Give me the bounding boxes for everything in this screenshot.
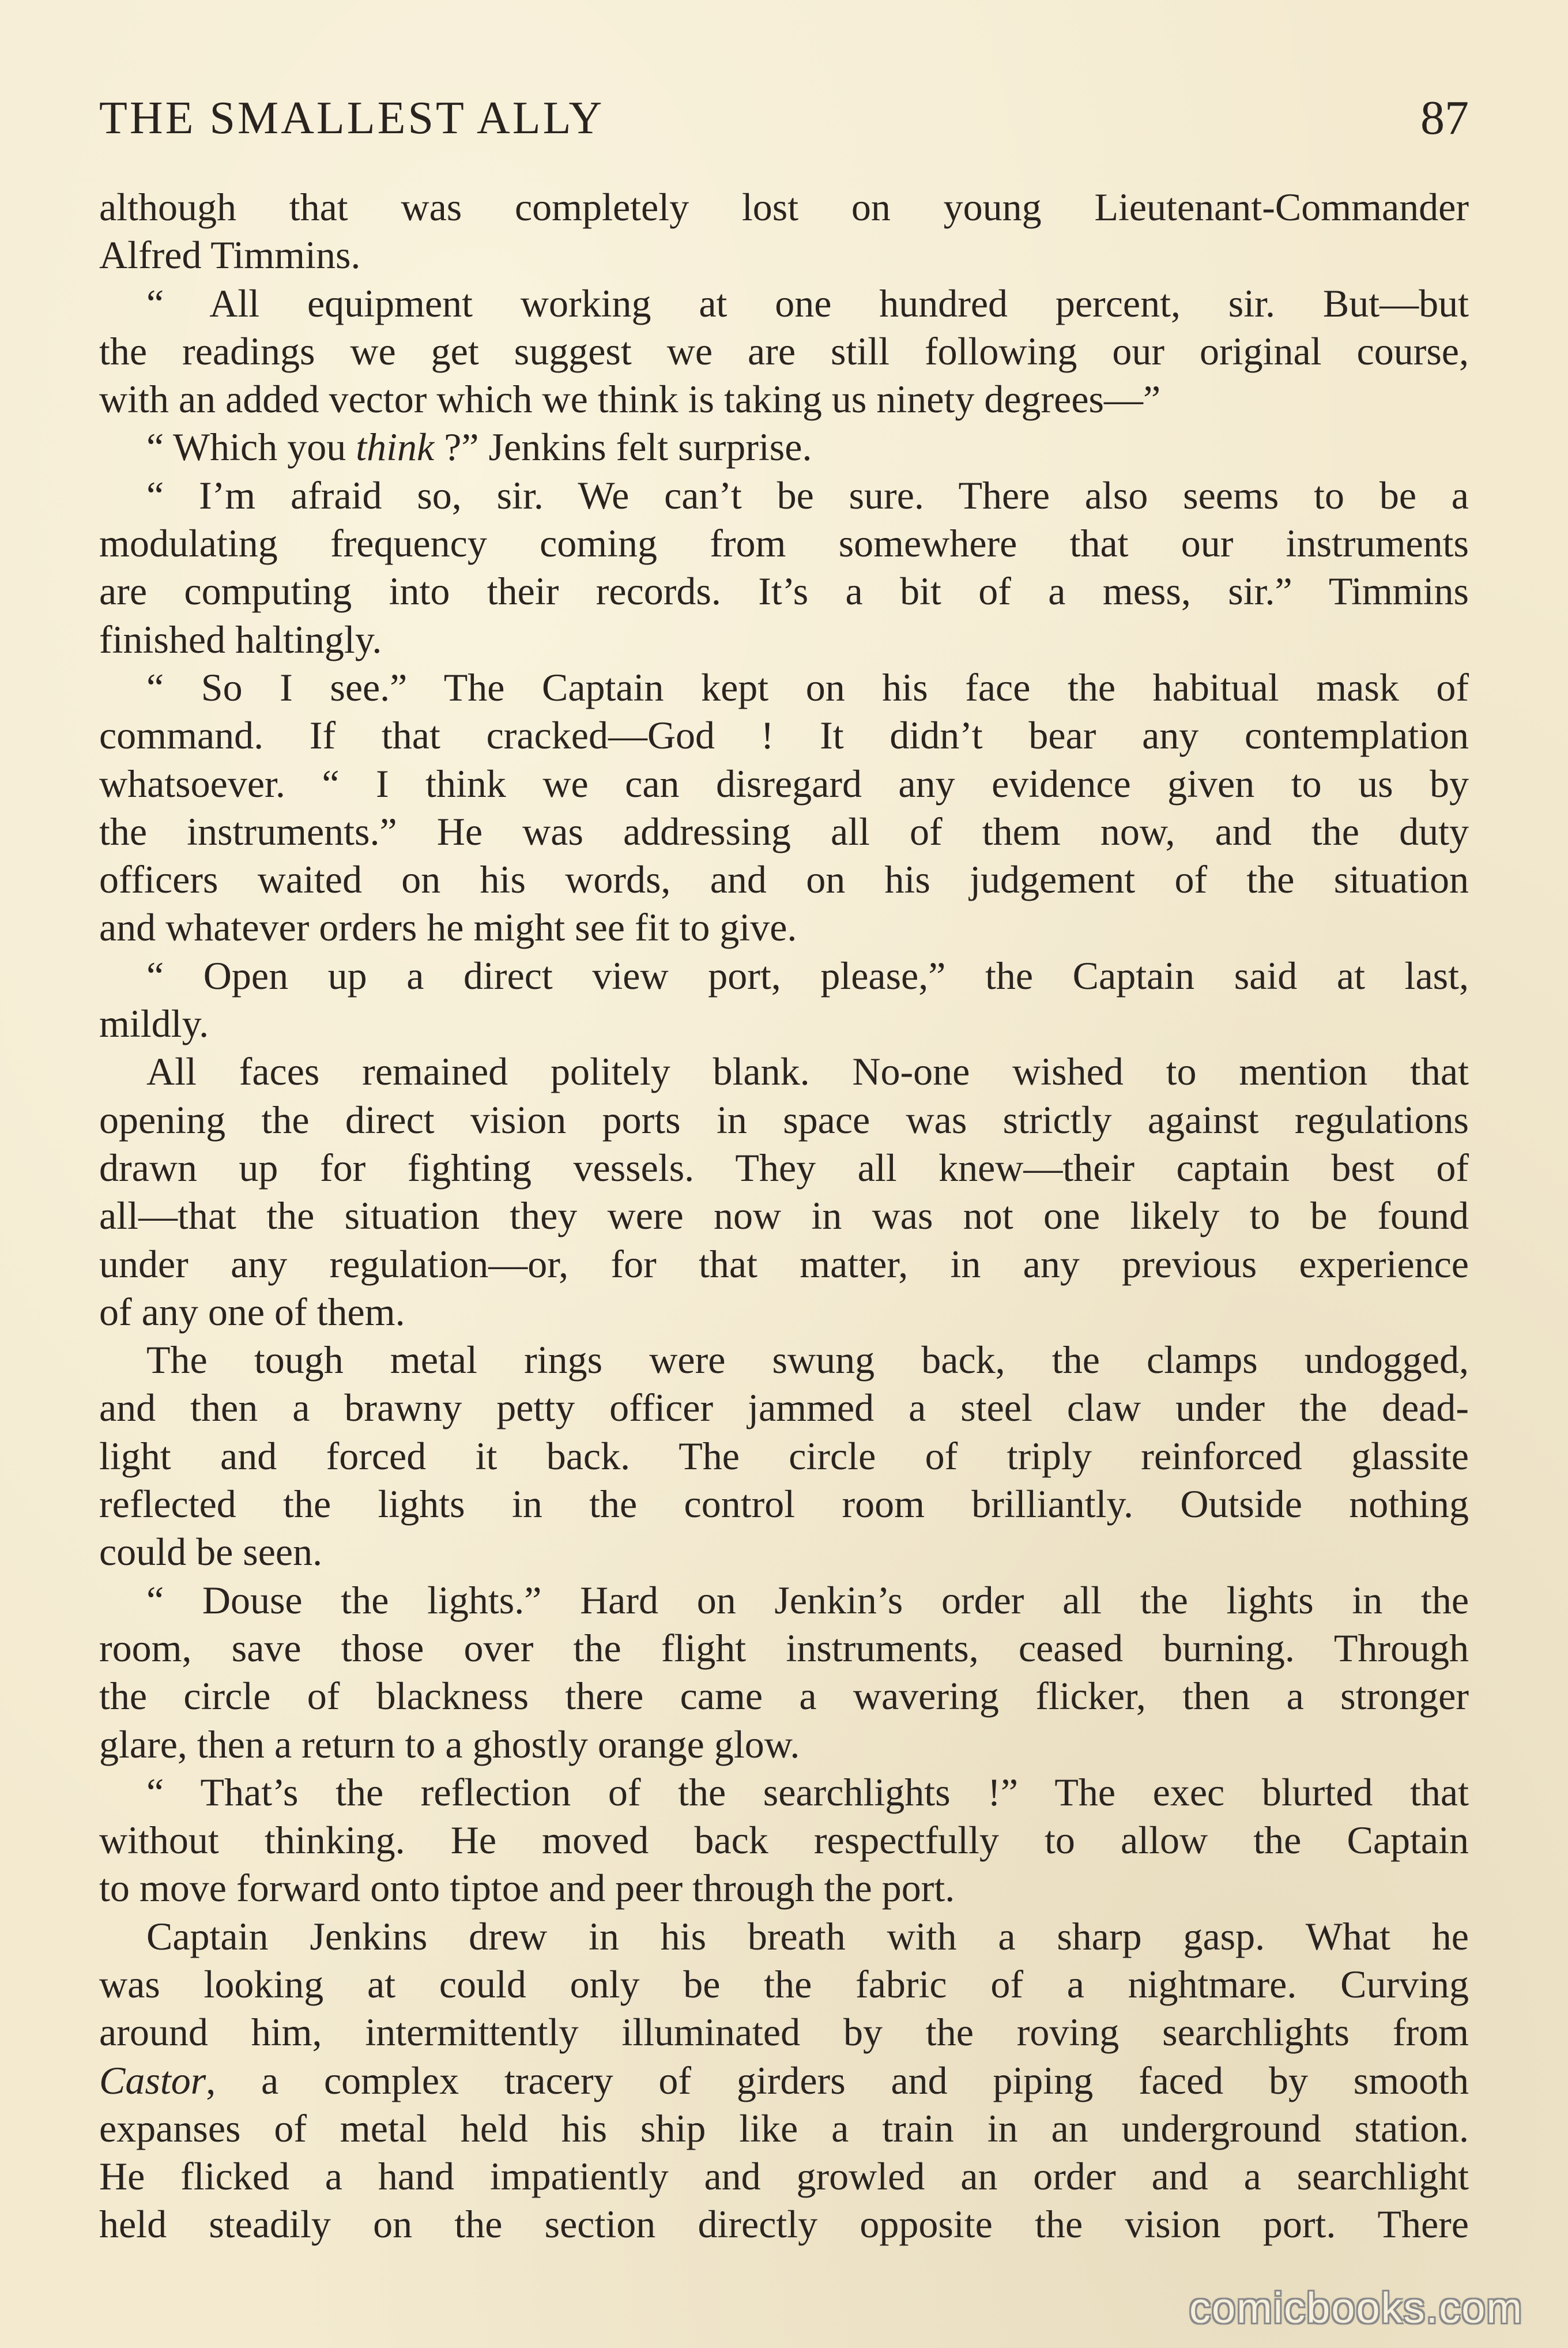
text-line: held steadily on the section directly opposite the vision port. There (99, 2202, 1469, 2247)
text-line: reflected the lights in the control room brilliantly. Outside nothing (99, 1482, 1469, 1526)
page-header (99, 86, 1469, 150)
text-run: “ Which you (146, 425, 356, 469)
text-line: He flicked a hand impatiently and growled an order and a searchlight (99, 2154, 1469, 2199)
text-run: , a complex tracery of girders and piping faced by smooth (206, 2058, 1469, 2102)
text-line: mildly. (99, 1002, 209, 1046)
page-number: 87 (1420, 91, 1469, 145)
text-line: The tough metal rings were swung back, the clamps undogged, (146, 1338, 1469, 1382)
text-line: Captain Jenkins drew in his breath with a sharp gasp. What he (146, 1914, 1469, 1958)
text-line: Alfred Timmins. (99, 233, 361, 277)
text-line (99, 423, 1469, 471)
text-line: was looking at could only be the fabric of a nightmare. Curving (99, 1962, 1469, 2006)
text-line: could be seen. (99, 1530, 323, 1574)
text-line: and whatever orders he might see fit to give. (99, 905, 797, 950)
text-line (99, 2057, 1469, 2105)
text-line: whatsoever. “ I think we can disregard any evidence given to us by (99, 761, 1469, 806)
text-line: “ I’m afraid so, sir. We can’t be sure. There also seems to be a (146, 473, 1469, 517)
text-line: are computing into their records. It’s a bit of a mess, sir.” Timmins (99, 569, 1469, 614)
text-line: of any one of them. (99, 1289, 405, 1334)
text-line: drawn up for fighting vessels. They all knew—their captain best of (99, 1145, 1469, 1190)
text-line: opening the direct vision ports in space was strictly against regulations (99, 1097, 1469, 1142)
text-line: “ Open up a direct view port, please,” the Captain said at last, (146, 953, 1469, 998)
italic-text: think (356, 425, 435, 469)
text-line: without thinking. He moved back respectfully to allow the Captain (99, 1818, 1469, 1862)
text-line: command. If that cracked—God ! It didn’t bear any contemplation (99, 713, 1469, 758)
text-line: “ Douse the lights.” Hard on Jenkin’s order all the lights in the (146, 1578, 1469, 1622)
text-line: to move forward onto tiptoe and peer through the port. (99, 1866, 955, 1910)
text-line: light and forced it back. The circle of triply reinforced glassite (99, 1433, 1469, 1478)
text-line: around him, intermittently illuminated by the roving searchlights from (99, 2010, 1469, 2054)
text-line: the circle of blackness there came a wavering flicker, then a stronger (99, 1674, 1469, 1718)
text-line: the readings we get suggest we are still following our original course, (99, 329, 1469, 373)
text-line: modulating frequency coming from somewhere that our instruments (99, 521, 1469, 566)
watermark: comicbooks.com (1189, 2284, 1523, 2332)
text-line: with an added vector which we think is taking us ninety degrees—” (99, 377, 1161, 422)
text-line: and then a brawny petty officer jammed a steel claw under the dead- (99, 1386, 1469, 1430)
body-text (99, 183, 1469, 2249)
italic-text: Castor (99, 2058, 206, 2102)
text-line: “ So I see.” The Captain kept on his face the habitual mask of (146, 665, 1469, 709)
text-line: the instruments.” He was addressing all of them now, and the duty (99, 809, 1469, 853)
text-line: “ All equipment working at one hundred percent, sir. But—but (146, 281, 1469, 325)
text-line: room, save those over the flight instruments, ceased burning. Through (99, 1625, 1469, 1670)
running-head: THE SMALLEST ALLY (99, 93, 605, 144)
text-line: glare, then a return to a ghostly orange glow. (99, 1722, 800, 1766)
text-line: officers waited on his words, and on his judgement of the situation (99, 857, 1469, 902)
text-line: expanses of metal held his ship like a train in an underground station. (99, 2106, 1469, 2150)
text-run: ?” Jenkins felt surprise. (434, 425, 812, 469)
text-line: “ That’s the reflection of the searchlights !” The exec blurted that (146, 1770, 1469, 1814)
text-line: All faces remained politely blank. No-one wished to mention that (146, 1049, 1469, 1094)
text-line: under any regulation—or, for that matter, in any previous experience (99, 1241, 1469, 1286)
text-line: finished haltingly. (99, 617, 382, 661)
text-line: all—that the situation they were now in was not one likely to be found (99, 1194, 1469, 1238)
text-line: although that was completely lost on young Lieutenant-Commander (99, 185, 1469, 229)
